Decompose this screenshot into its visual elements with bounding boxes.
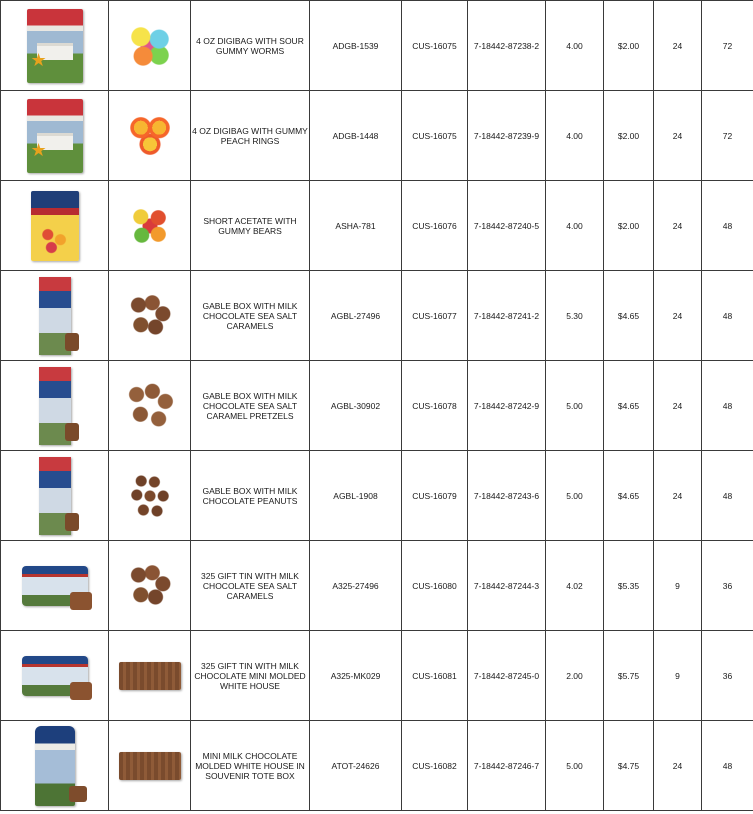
description-cell: 4 OZ DIGIBAG WITH SOUR GUMMY WORMS (191, 1, 310, 91)
upc-cell: 7-18442-87246-7 (468, 721, 546, 811)
customer-code-cell: CUS-16082 (402, 721, 468, 811)
candy-image-cell (109, 361, 191, 451)
table-row (1, 91, 753, 181)
customer-code-cell: CUS-16075 (402, 91, 468, 181)
package-image-cell (1, 631, 109, 721)
gummy-peach-rings-icon (127, 113, 173, 159)
description-cell: GABLE BOX WITH MILK CHOCOLATE SEA SALT CARAMELS (191, 271, 310, 361)
acetate-package-icon (31, 191, 79, 261)
table-row (1, 541, 753, 631)
candy-image-cell (109, 181, 191, 271)
package-image-cell (1, 541, 109, 631)
item-code-cell: ADGB-1448 (310, 91, 402, 181)
pack-cell: 24 (654, 361, 702, 451)
price-cell: $4.65 (604, 271, 654, 361)
caramel-pretzels-icon (126, 383, 174, 429)
item-code-cell: ASHA-781 (310, 181, 402, 271)
package-image-cell (1, 181, 109, 271)
pack-cell: 9 (654, 541, 702, 631)
description-cell: 325 GIFT TIN WITH MILK CHOCOLATE SEA SALT CARAMELS (191, 541, 310, 631)
item-code-cell: AGBL-30902 (310, 361, 402, 451)
customer-code-cell: CUS-16079 (402, 451, 468, 541)
pack-cell: 24 (654, 91, 702, 181)
weight-cell: 2.00 (546, 631, 604, 721)
upc-cell: 7-18442-87242-9 (468, 361, 546, 451)
sea-salt-caramels-icon (127, 294, 173, 338)
upc-cell: 7-18442-87241-2 (468, 271, 546, 361)
candy-image-cell (109, 631, 191, 721)
item-code-cell: AGBL-1908 (310, 451, 402, 541)
price-cell: $5.75 (604, 631, 654, 721)
package-image-cell (1, 451, 109, 541)
description-cell: GABLE BOX WITH MILK CHOCOLATE PEANUTS (191, 451, 310, 541)
weight-cell: 4.00 (546, 181, 604, 271)
price-cell: $2.00 (604, 181, 654, 271)
customer-code-cell: CUS-16076 (402, 181, 468, 271)
package-image-cell (1, 91, 109, 181)
price-cell: $4.65 (604, 361, 654, 451)
case-cell: 36 (702, 631, 753, 721)
pack-cell: 24 (654, 271, 702, 361)
pack-cell: 24 (654, 721, 702, 811)
pack-cell: 9 (654, 631, 702, 721)
candy-image-cell (109, 271, 191, 361)
package-image-cell (1, 361, 109, 451)
sour-gummy-worms-icon (127, 23, 173, 69)
gift-tin-package-icon (22, 656, 88, 696)
upc-cell: 7-18442-87239-9 (468, 91, 546, 181)
gable-box-package-icon (39, 457, 71, 535)
pack-cell: 24 (654, 181, 702, 271)
customer-code-cell: CUS-16080 (402, 541, 468, 631)
table-row (1, 631, 753, 721)
molded-white-house-icon (119, 752, 181, 780)
package-image-cell (1, 1, 109, 91)
pack-cell: 24 (654, 451, 702, 541)
description-cell: 4 OZ DIGIBAG WITH GUMMY PEACH RINGS (191, 91, 310, 181)
upc-cell: 7-18442-87238-2 (468, 1, 546, 91)
description-cell: 325 GIFT TIN WITH MILK CHOCOLATE MINI MOLDED WHITE HOUSE (191, 631, 310, 721)
price-cell: $2.00 (604, 1, 654, 91)
case-cell: 48 (702, 181, 753, 271)
sea-salt-caramels-icon (127, 564, 173, 608)
gable-box-package-icon (39, 367, 71, 445)
package-image-cell (1, 271, 109, 361)
case-cell: 36 (702, 541, 753, 631)
weight-cell: 5.00 (546, 361, 604, 451)
weight-cell: 5.30 (546, 271, 604, 361)
description-cell: MINI MILK CHOCOLATE MOLDED WHITE HOUSE IN SOUVENIR TOTE BOX (191, 721, 310, 811)
package-image-cell (1, 721, 109, 811)
price-cell: $2.00 (604, 91, 654, 181)
digibag-package-icon (27, 9, 83, 83)
gable-box-package-icon (39, 277, 71, 355)
price-cell: $4.75 (604, 721, 654, 811)
candy-image-cell (109, 1, 191, 91)
case-cell: 48 (702, 721, 753, 811)
candy-image-cell (109, 721, 191, 811)
weight-cell: 5.00 (546, 451, 604, 541)
item-code-cell: A325-27496 (310, 541, 402, 631)
weight-cell: 4.02 (546, 541, 604, 631)
upc-cell: 7-18442-87243-6 (468, 451, 546, 541)
table-row (1, 451, 753, 541)
description-cell: GABLE BOX WITH MILK CHOCOLATE SEA SALT CARAMEL PRETZELS (191, 361, 310, 451)
customer-code-cell: CUS-16081 (402, 631, 468, 721)
item-code-cell: AGBL-27496 (310, 271, 402, 361)
case-cell: 48 (702, 361, 753, 451)
weight-cell: 4.00 (546, 1, 604, 91)
candy-image-cell (109, 91, 191, 181)
item-code-cell: ADGB-1539 (310, 1, 402, 91)
upc-cell: 7-18442-87244-3 (468, 541, 546, 631)
weight-cell: 5.00 (546, 721, 604, 811)
upc-cell: 7-18442-87240-5 (468, 181, 546, 271)
candy-image-cell (109, 451, 191, 541)
digibag-package-icon (27, 99, 83, 173)
molded-white-house-icon (119, 662, 181, 690)
customer-code-cell: CUS-16075 (402, 1, 468, 91)
case-cell: 48 (702, 451, 753, 541)
candy-image-cell (109, 541, 191, 631)
gummy-bears-icon (127, 203, 173, 249)
pack-cell: 24 (654, 1, 702, 91)
price-cell: $4.65 (604, 451, 654, 541)
description-cell: SHORT ACETATE WITH GUMMY BEARS (191, 181, 310, 271)
tote-box-package-icon (35, 726, 75, 806)
customer-code-cell: CUS-16078 (402, 361, 468, 451)
table-row (1, 271, 753, 361)
gift-tin-package-icon (22, 566, 88, 606)
table-row (1, 361, 753, 451)
case-cell: 72 (702, 91, 753, 181)
table-row (1, 721, 753, 811)
item-code-cell: ATOT-24626 (310, 721, 402, 811)
weight-cell: 4.00 (546, 91, 604, 181)
price-cell: $5.35 (604, 541, 654, 631)
chocolate-peanuts-icon (128, 471, 172, 521)
customer-code-cell: CUS-16077 (402, 271, 468, 361)
item-code-cell: A325-MK029 (310, 631, 402, 721)
table-row (1, 181, 753, 271)
table-row (1, 1, 753, 91)
case-cell: 48 (702, 271, 753, 361)
upc-cell: 7-18442-87245-0 (468, 631, 546, 721)
case-cell: 72 (702, 1, 753, 91)
